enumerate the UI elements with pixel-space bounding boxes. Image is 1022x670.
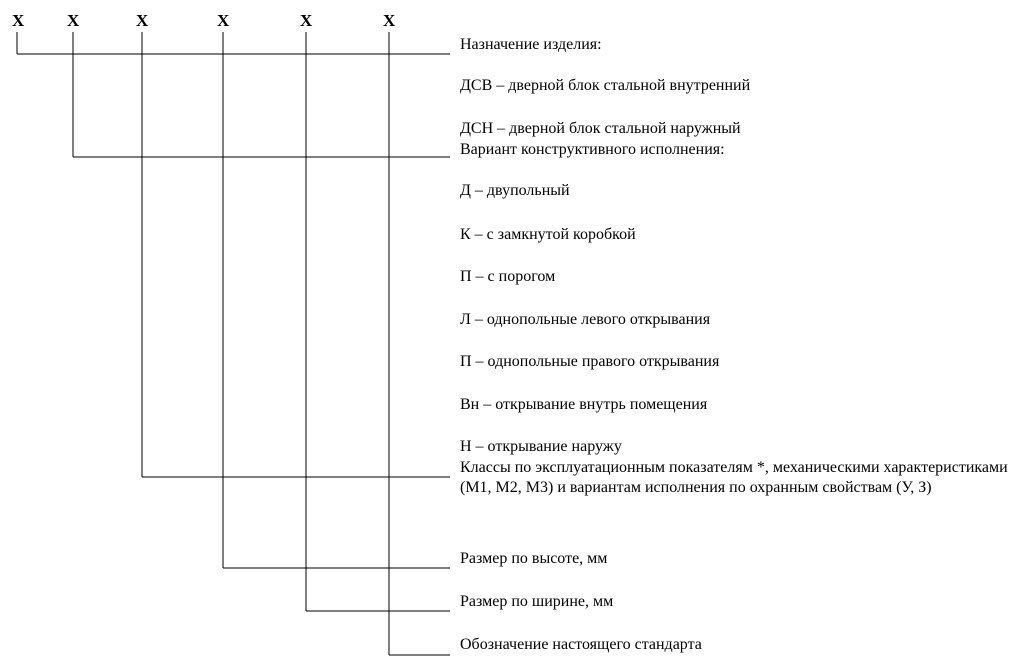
design-variant-option-l: Л – однопольные левого открывания (460, 311, 711, 328)
design-variant-title: Вариант конструктивного исполнения: (460, 141, 725, 158)
design-variant-option-k: К – с замкнутой коробкой (460, 226, 636, 243)
code-position-6: X (383, 11, 396, 30)
standard-designation-label: Обозначение настоящего стандарта (460, 636, 702, 653)
design-variant-option-vn: Вн – открывание внутрь помещения (460, 396, 708, 413)
width-size-label: Размер по ширине, мм (460, 593, 614, 610)
design-variant-option-d: Д – двупольный (460, 182, 570, 199)
code-position-4: X (217, 11, 230, 30)
classes-description: Классы по эксплуатационным показателям *, механическими характеристиками (М1, М2, М3) и вариантам исполнения по охранным свойствам (У, З) (460, 459, 1008, 496)
height-size-label: Размер по высоте, мм (460, 550, 608, 567)
code-position-3: X (136, 11, 149, 30)
design-variant-option-p-threshold: П – с порогом (460, 268, 556, 285)
purpose-option-dsv: ДСВ – дверной блок стальной внутренний (460, 77, 751, 94)
code-position-1: X (12, 11, 25, 30)
code-position-2: X (67, 11, 80, 30)
purpose-title: Назначение изделия: (460, 36, 602, 53)
design-variant-option-p-right: П – однопольные правого открывания (460, 353, 720, 370)
purpose-option-dsn: ДСН – дверной блок стальной наружный (460, 120, 741, 137)
code-position-5: X (300, 11, 313, 30)
design-variant-option-n: Н – открывание наружу (460, 438, 622, 455)
